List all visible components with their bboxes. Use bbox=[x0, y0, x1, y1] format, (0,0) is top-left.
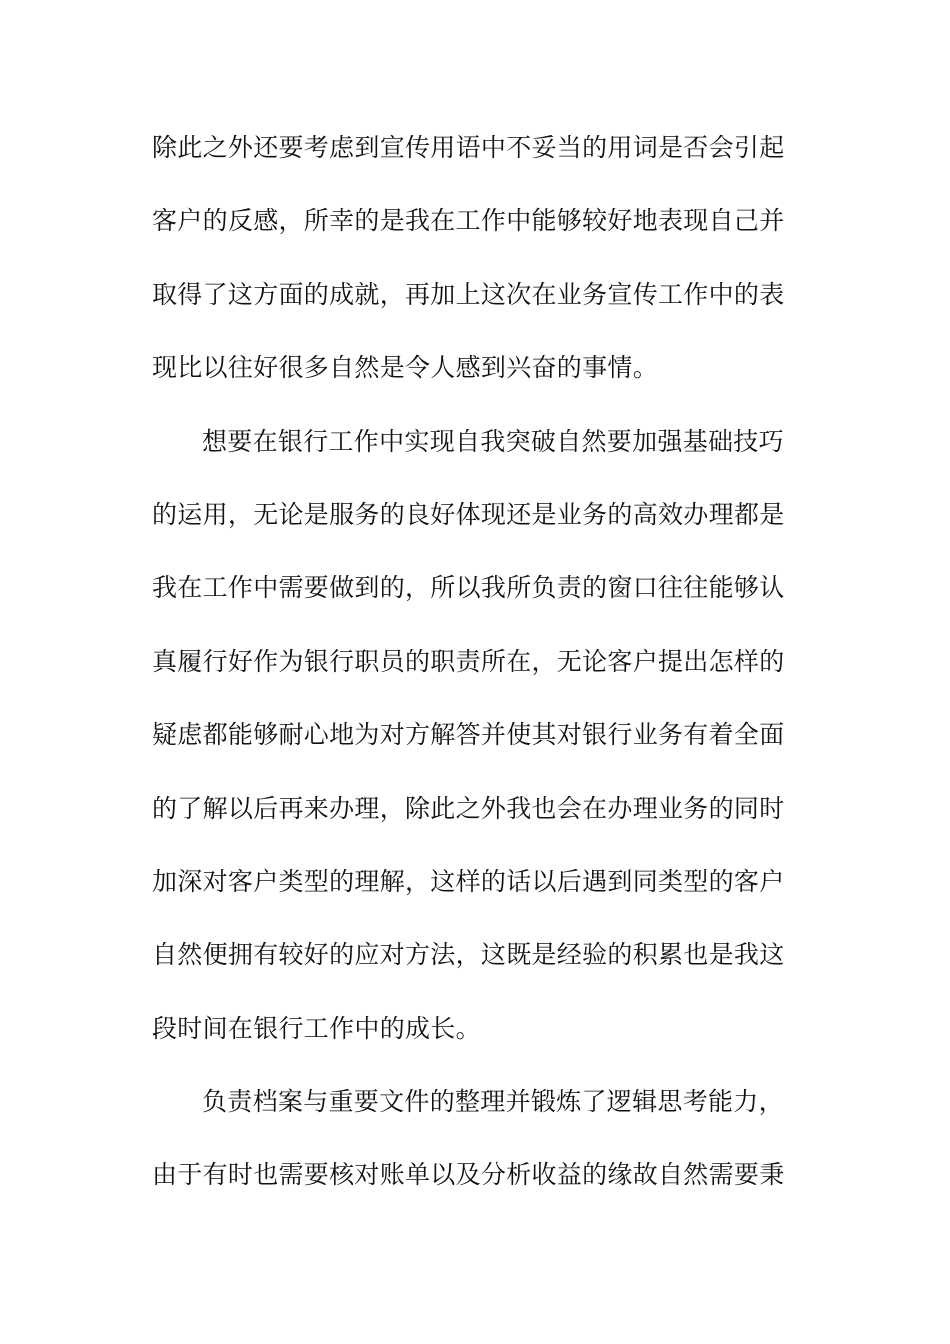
text-line: 我在工作中需要做到的，所以我所负责的窗口往往能够认 bbox=[152, 573, 785, 603]
text-line: 段时间在银行工作中的成长。 bbox=[152, 1013, 481, 1043]
text-line: 疑虑都能够耐心地为对方解答并使其对银行业务有着全面 bbox=[152, 720, 785, 750]
text-line: 现比以往好很多自然是令人感到兴奋的事情。 bbox=[152, 353, 659, 383]
document-body bbox=[152, 128, 812, 1229]
text-line: 负责档案与重要文件的整理并锻炼了逻辑思考能力， bbox=[202, 1087, 784, 1117]
text-line: 取得了这方面的成就，再加上这次在业务宣传工作中的表 bbox=[152, 279, 785, 309]
text-line: 自然便拥有较好的应对方法，这既是经验的积累也是我这 bbox=[152, 940, 785, 970]
text-line: 客户的反感，所幸的是我在工作中能够较好地表现自己并 bbox=[152, 206, 785, 236]
text-line: 由于有时也需要核对账单以及分析收益的缘故自然需要秉 bbox=[152, 1160, 785, 1190]
text-line: 加深对客户类型的理解，这样的话以后遇到同类型的客户 bbox=[152, 866, 785, 896]
text-line: 的运用，无论是服务的良好体现还是业务的高效办理都是 bbox=[152, 499, 785, 529]
text-line: 真履行好作为银行职员的职责所在，无论客户提出怎样的 bbox=[152, 646, 785, 676]
text-line: 的了解以后再来办理，除此之外我也会在办理业务的同时 bbox=[152, 793, 785, 823]
text-line: 想要在银行工作中实现自我突破自然要加强基础技巧 bbox=[202, 426, 784, 456]
text-line: 除此之外还要考虑到宣传用语中不妥当的用词是否会引起 bbox=[152, 133, 785, 162]
